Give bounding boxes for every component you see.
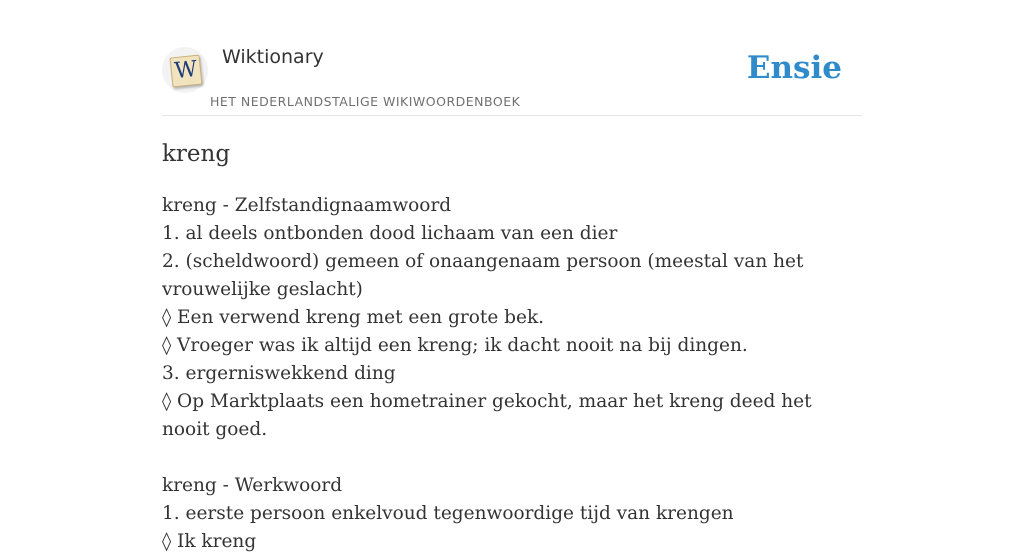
example-line: ◊ Een verwend kreng met een grote bek. [162,307,545,328]
site-tagline: HET NEDERLANDSTALIGE WIKIWOORDENBOEK [210,94,521,109]
wiktionary-logo[interactable] [162,47,208,93]
definition-line: 3. ergerniswekkend ding [162,363,396,384]
section-noun [162,192,862,444]
wiktionary-logo-icon: W [170,55,203,88]
section-verb [162,472,862,556]
section-heading: kreng - Zelfstandignaamwoord [162,195,452,216]
ensie-brand-link[interactable]: Ensie [746,50,842,86]
section-spacer [162,444,862,472]
example-line: ◊ Vroeger was ik altijd een kreng; ik dacht nooit na bij dingen. [162,335,748,356]
page [162,0,862,556]
entry-content [162,192,862,556]
site-name[interactable]: Wiktionary [222,46,324,68]
example-line: ◊ Ik kreng [162,531,257,552]
entry-title: kreng [162,141,231,167]
definition-line: 1. al deels ontbonden dood lichaam van een dier [162,223,618,244]
definition-line: 2. (scheldwoord) gemeen of onaangenaam persoon (meestal van het vrouwelijke geslacht) [162,251,804,300]
definition-line: 1. eerste persoon enkelvoud tegenwoordige tijd van krengen [162,503,734,524]
site-header [162,0,862,116]
section-heading: kreng - Werkwoord [162,475,343,496]
example-line: ◊ Op Marktplaats een hometrainer gekocht, maar het kreng deed het nooit goed. [162,391,812,440]
